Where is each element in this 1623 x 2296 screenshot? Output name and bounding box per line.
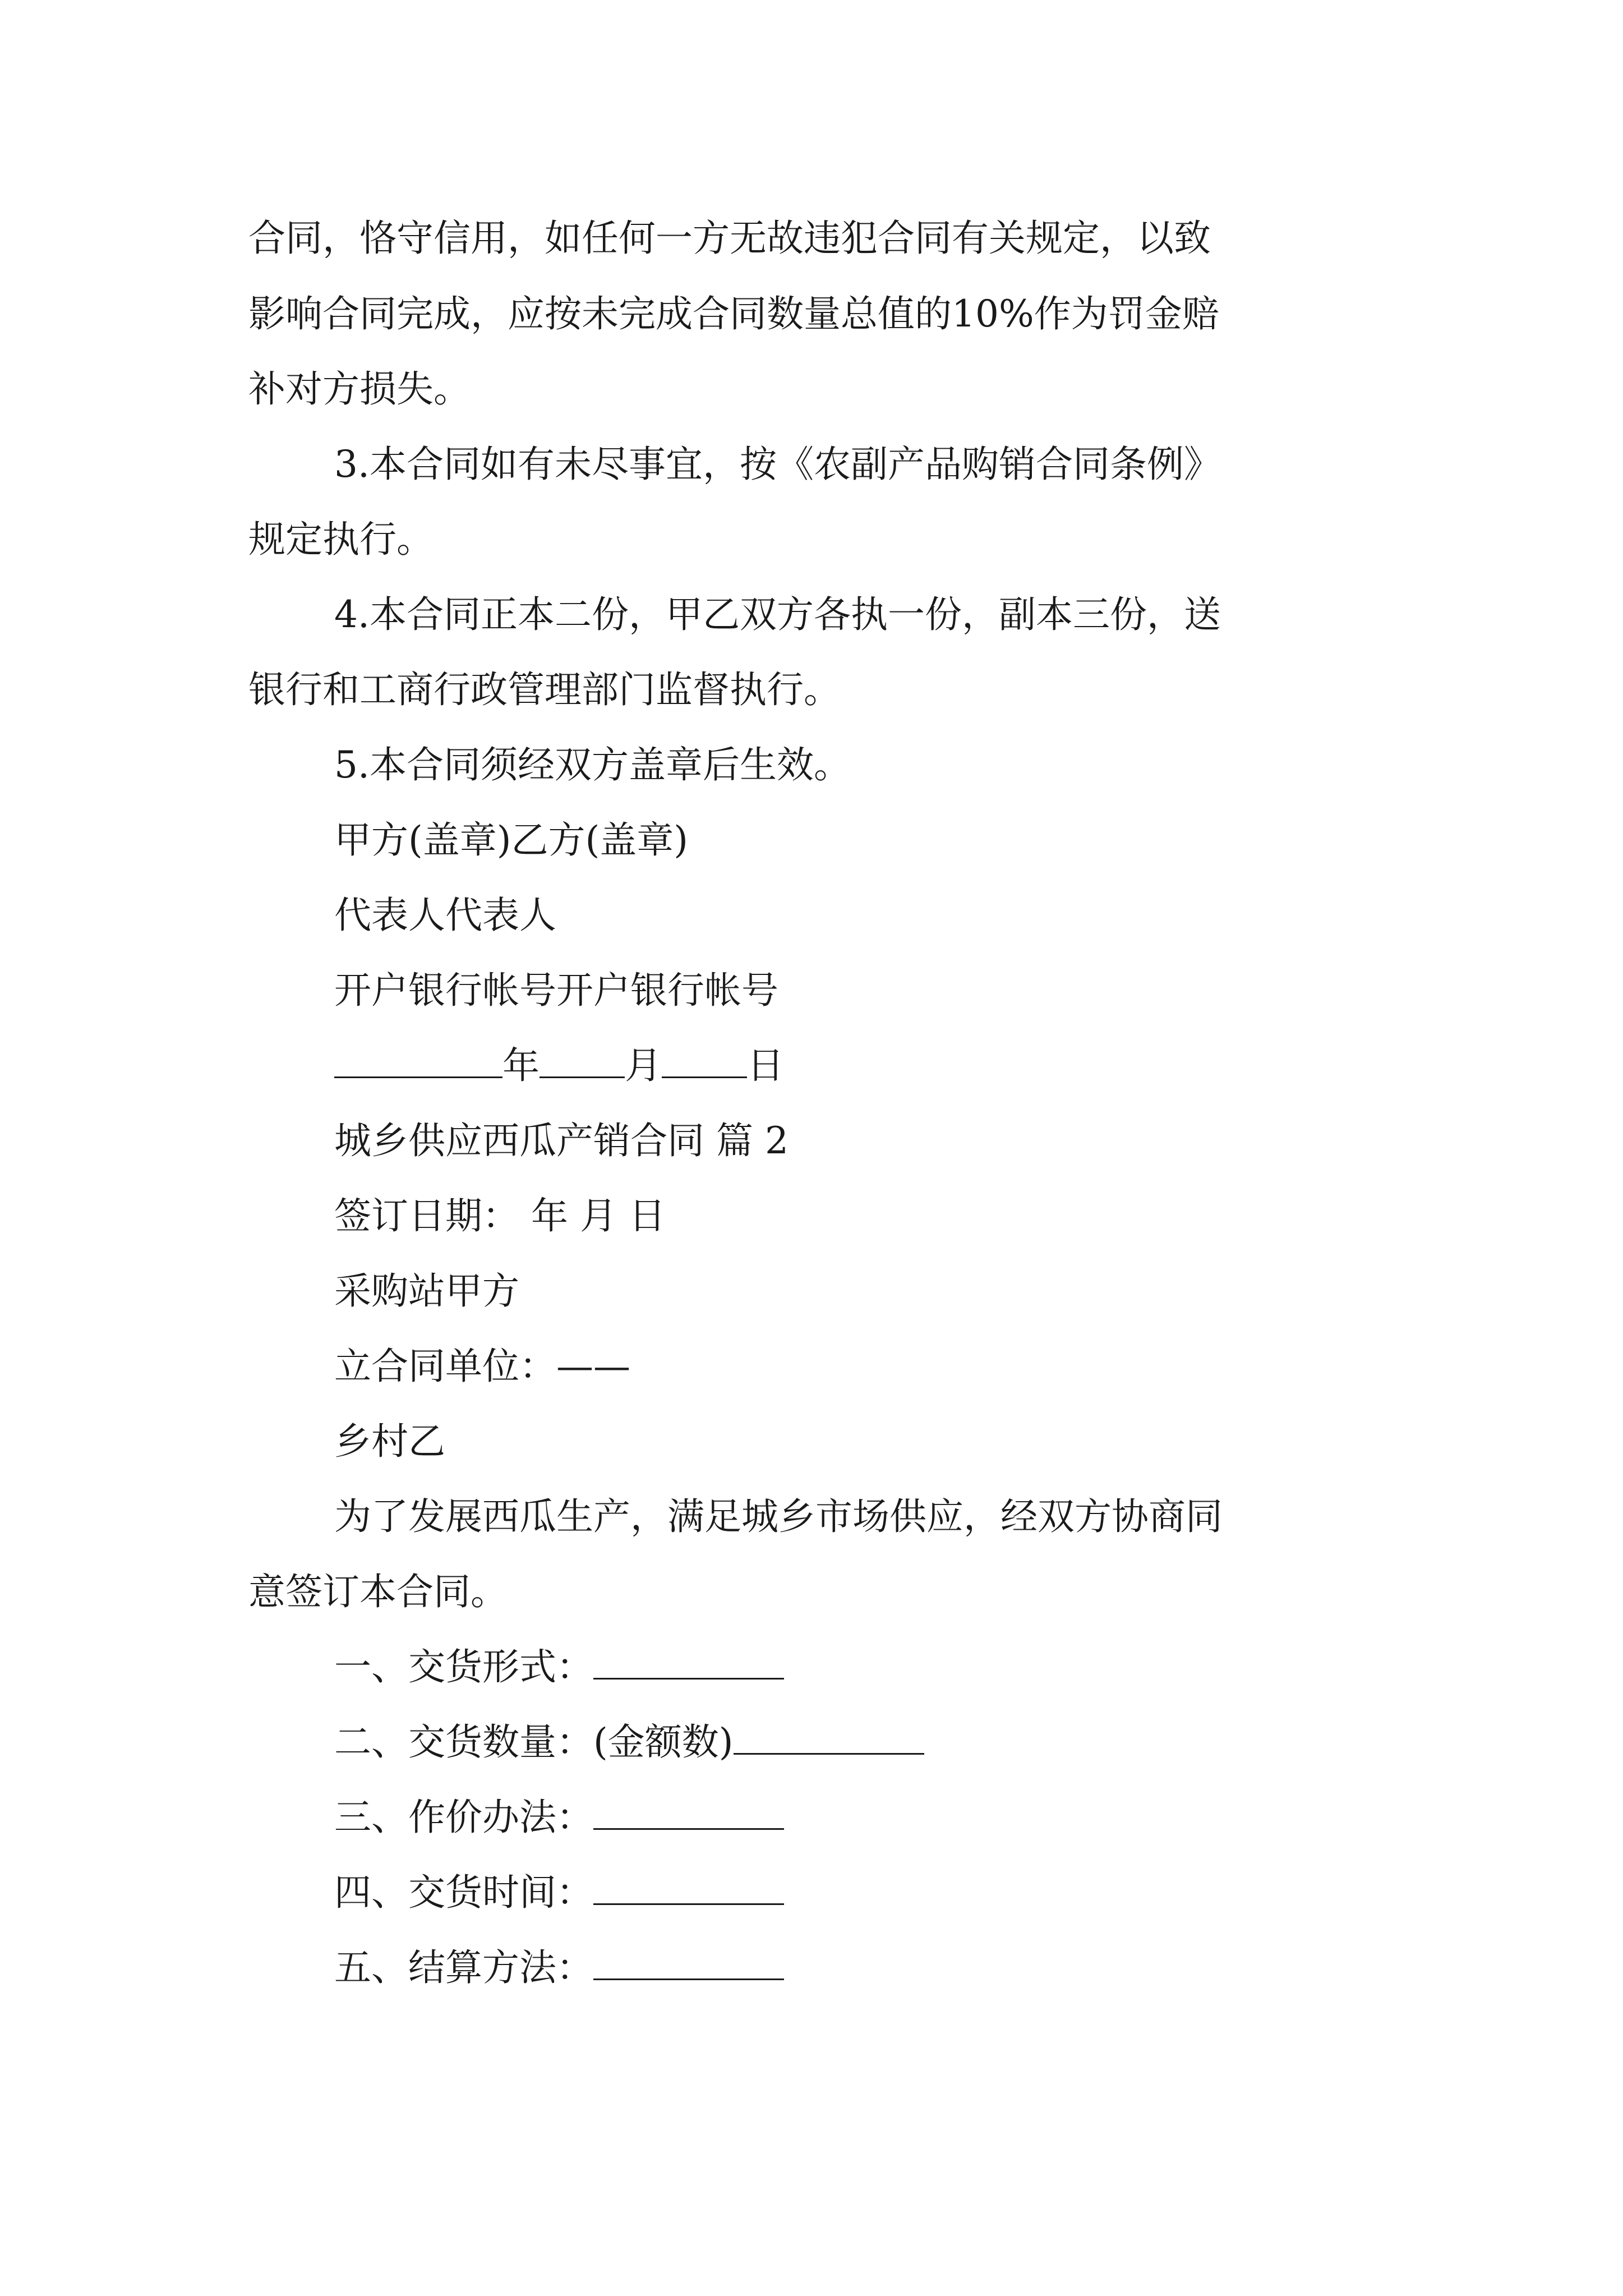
seal-line: 甲方(盖章)乙方(盖章) xyxy=(334,818,688,862)
intro-paragraph: 为了发展西瓜生产，满足城乡市场供应，经双方协商同 xyxy=(334,1495,1223,1538)
paragraph-line: 银行和工商行政管理部门监督执行。 xyxy=(248,668,841,711)
clause-4: 4.本合同正本二份，甲乙双方各执一份，副本三份，送 xyxy=(334,593,1221,636)
contract-title: 城乡供应西瓜产销合同 篇 2 xyxy=(334,1119,789,1162)
item-delivery-quantity xyxy=(334,1720,924,1764)
item-delivery-time xyxy=(334,1871,784,1914)
clause-3: 3.本合同如有未尽事宜，按《农副产品购销合同条例》 xyxy=(334,443,1221,486)
fill-blank xyxy=(593,1874,784,1905)
representative-line: 代表人代表人 xyxy=(334,894,556,937)
item-label: 一、交货形式： xyxy=(334,1645,593,1688)
item-label: 三、作价办法： xyxy=(334,1796,593,1839)
paragraph-line: 合同，恪守信用，如任何一方无故违犯合同有关规定，以致 xyxy=(248,217,1211,260)
bank-account-line: 开户银行帐号开户银行帐号 xyxy=(334,969,778,1012)
fill-blank xyxy=(593,1799,784,1830)
village-line: 乡村乙 xyxy=(334,1420,445,1463)
date-line xyxy=(334,1044,784,1087)
item-label: 四、交货时间： xyxy=(334,1871,593,1914)
year-blank xyxy=(334,1047,502,1078)
fill-blank xyxy=(593,1949,784,1980)
day-label: 日 xyxy=(747,1044,784,1087)
paragraph-line: 影响合同完成，应按未完成合同数量总值的10%作为罚金赔 xyxy=(248,292,1219,335)
item-pricing-method xyxy=(334,1796,784,1839)
fill-blank xyxy=(734,1724,924,1755)
clause-5: 5.本合同须经双方盖章后生效。 xyxy=(334,743,851,786)
fill-blank xyxy=(593,1649,784,1680)
year-label: 年 xyxy=(502,1044,540,1087)
item-label: 二、交货数量：(金额数) xyxy=(334,1720,734,1764)
contract-unit-line: 立合同单位：—— xyxy=(334,1345,630,1388)
month-label: 月 xyxy=(625,1044,662,1087)
paragraph-line: 补对方损失。 xyxy=(248,367,471,411)
sign-date-line: 签订日期： 年 月 日 xyxy=(334,1194,666,1237)
item-settlement-method xyxy=(334,1946,784,1989)
paragraph-line: 意签订本合同。 xyxy=(248,1570,508,1613)
item-label: 五、结算方法： xyxy=(334,1946,593,1989)
purchaser-line: 采购站甲方 xyxy=(334,1269,519,1313)
paragraph-line: 规定执行。 xyxy=(248,518,434,561)
item-delivery-form xyxy=(334,1645,784,1688)
month-blank xyxy=(540,1047,625,1078)
day-blank xyxy=(662,1047,747,1078)
